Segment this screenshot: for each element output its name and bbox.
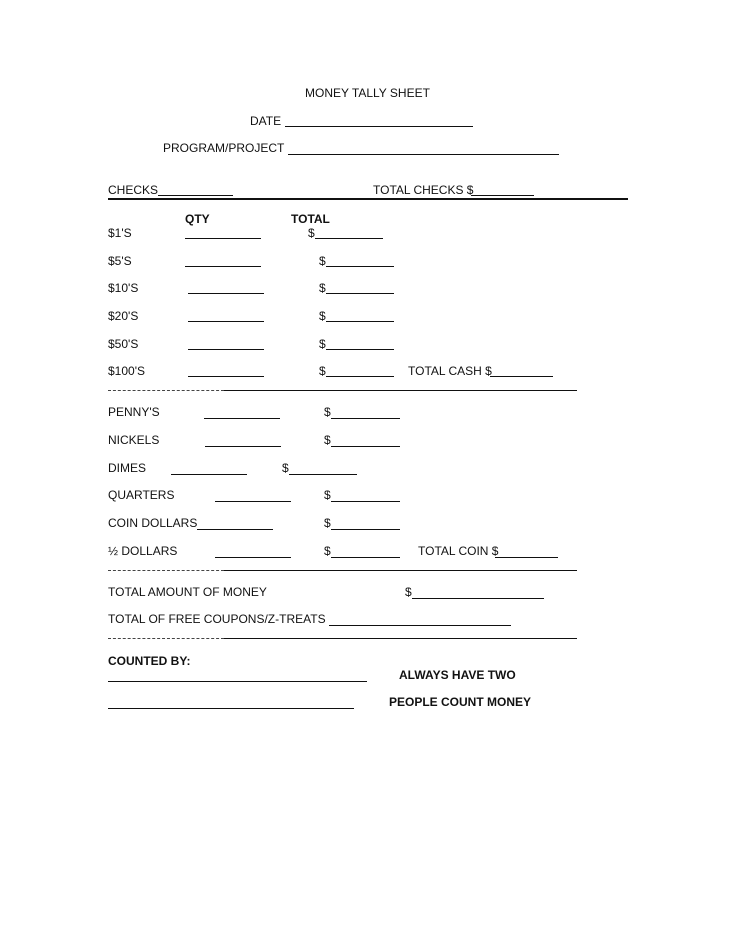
checks-field[interactable]: [158, 195, 233, 196]
coin-dollar-sign: $: [282, 461, 289, 475]
bill-label-10: $10'S: [108, 281, 139, 295]
total-money-label: TOTAL AMOUNT OF MONEY: [108, 585, 267, 599]
date-field[interactable]: [285, 126, 473, 127]
coin-qty-field-quarters[interactable]: [215, 501, 291, 502]
dashed-divider: [108, 638, 224, 639]
counter-signature-line-2[interactable]: [108, 708, 354, 709]
counter-signature-line-1[interactable]: [108, 681, 367, 682]
coupons-field[interactable]: [329, 625, 511, 626]
counted-by-label: COUNTED BY:: [108, 654, 191, 668]
coin-total-field-quarters[interactable]: [331, 501, 400, 502]
checks-label: CHECKS: [108, 183, 159, 197]
total-coin-label: TOTAL COIN $: [418, 544, 499, 558]
coin-total-field-half-dollars[interactable]: [331, 557, 400, 558]
bill-qty-field-100[interactable]: [188, 376, 264, 377]
bill-dollar-sign: $: [308, 226, 315, 240]
note-line-1: ALWAYS HAVE TWO: [399, 668, 516, 682]
coin-dollar-sign: $: [324, 488, 331, 502]
total-cash-field[interactable]: [490, 376, 553, 377]
bill-dollar-sign: $: [319, 281, 326, 295]
bill-qty-field-10[interactable]: [188, 293, 264, 294]
bill-label-50: $50'S: [108, 337, 139, 351]
qty-header: QTY: [185, 212, 210, 226]
bill-total-field-50[interactable]: [326, 349, 394, 350]
total-checks-label: TOTAL CHECKS $: [373, 183, 474, 197]
bill-dollar-sign: $: [319, 254, 326, 268]
bill-qty-field-50[interactable]: [188, 349, 264, 350]
coin-total-field-dimes[interactable]: [289, 474, 357, 475]
bill-label-5: $5'S: [108, 254, 132, 268]
bill-dollar-sign: $: [319, 309, 326, 323]
coin-label-coin-dollars: COIN DOLLARS: [108, 516, 198, 530]
total-cash-label: TOTAL CASH $: [408, 364, 492, 378]
bill-label-100: $100'S: [108, 364, 145, 378]
section-divider: [224, 390, 577, 391]
coin-label-penny: PENNY'S: [108, 405, 160, 419]
coin-label-half-dollars: ½ DOLLARS: [108, 544, 178, 558]
bill-dollar-sign: $: [319, 337, 326, 351]
coin-qty-field-penny[interactable]: [204, 418, 280, 419]
bill-label-20: $20'S: [108, 309, 139, 323]
bill-total-field-10[interactable]: [326, 293, 394, 294]
section-divider: [108, 198, 628, 200]
program-project-field[interactable]: [288, 154, 559, 155]
bill-total-field-1[interactable]: [315, 238, 383, 239]
total-header: TOTAL: [291, 212, 330, 226]
bill-qty-field-1[interactable]: [185, 238, 261, 239]
section-divider: [224, 570, 577, 571]
coin-total-field-nickels[interactable]: [331, 446, 400, 447]
coin-total-field-penny[interactable]: [331, 418, 400, 419]
coin-total-field-coin-dollars[interactable]: [331, 529, 400, 530]
total-coin-field[interactable]: [495, 557, 558, 558]
coin-qty-field-half-dollars[interactable]: [215, 557, 291, 558]
coupons-label: TOTAL OF FREE COUPONS/Z-TREATS: [108, 612, 326, 626]
coin-dollar-sign: $: [324, 405, 331, 419]
total-money-field[interactable]: [412, 598, 544, 599]
coin-label-dimes: DIMES: [108, 461, 147, 475]
coin-dollar-sign: $: [324, 516, 331, 530]
page-title: MONEY TALLY SHEET: [305, 86, 430, 100]
total-money-dollar-sign: $: [405, 585, 412, 599]
date-label: DATE: [250, 114, 282, 128]
bill-qty-field-5[interactable]: [185, 266, 261, 267]
dashed-divider: [108, 570, 224, 571]
bill-total-field-5[interactable]: [326, 266, 394, 267]
dashed-divider: [108, 390, 224, 391]
coin-label-nickels: NICKELS: [108, 433, 160, 447]
program-project-label: PROGRAM/PROJECT: [163, 141, 285, 155]
coin-dollar-sign: $: [324, 544, 331, 558]
bill-label-1: $1'S: [108, 226, 132, 240]
bill-dollar-sign: $: [319, 364, 326, 378]
coin-qty-field-nickels[interactable]: [205, 446, 281, 447]
bill-qty-field-20[interactable]: [188, 321, 264, 322]
total-checks-field[interactable]: [471, 195, 534, 196]
coin-label-quarters: QUARTERS: [108, 488, 175, 502]
bill-total-field-100[interactable]: [326, 376, 394, 377]
section-divider: [224, 638, 577, 639]
note-line-2: PEOPLE COUNT MONEY: [389, 695, 532, 709]
coin-dollar-sign: $: [324, 433, 331, 447]
coin-qty-field-dimes[interactable]: [171, 474, 247, 475]
coin-qty-field-coin-dollars[interactable]: [197, 529, 273, 530]
bill-total-field-20[interactable]: [326, 321, 394, 322]
